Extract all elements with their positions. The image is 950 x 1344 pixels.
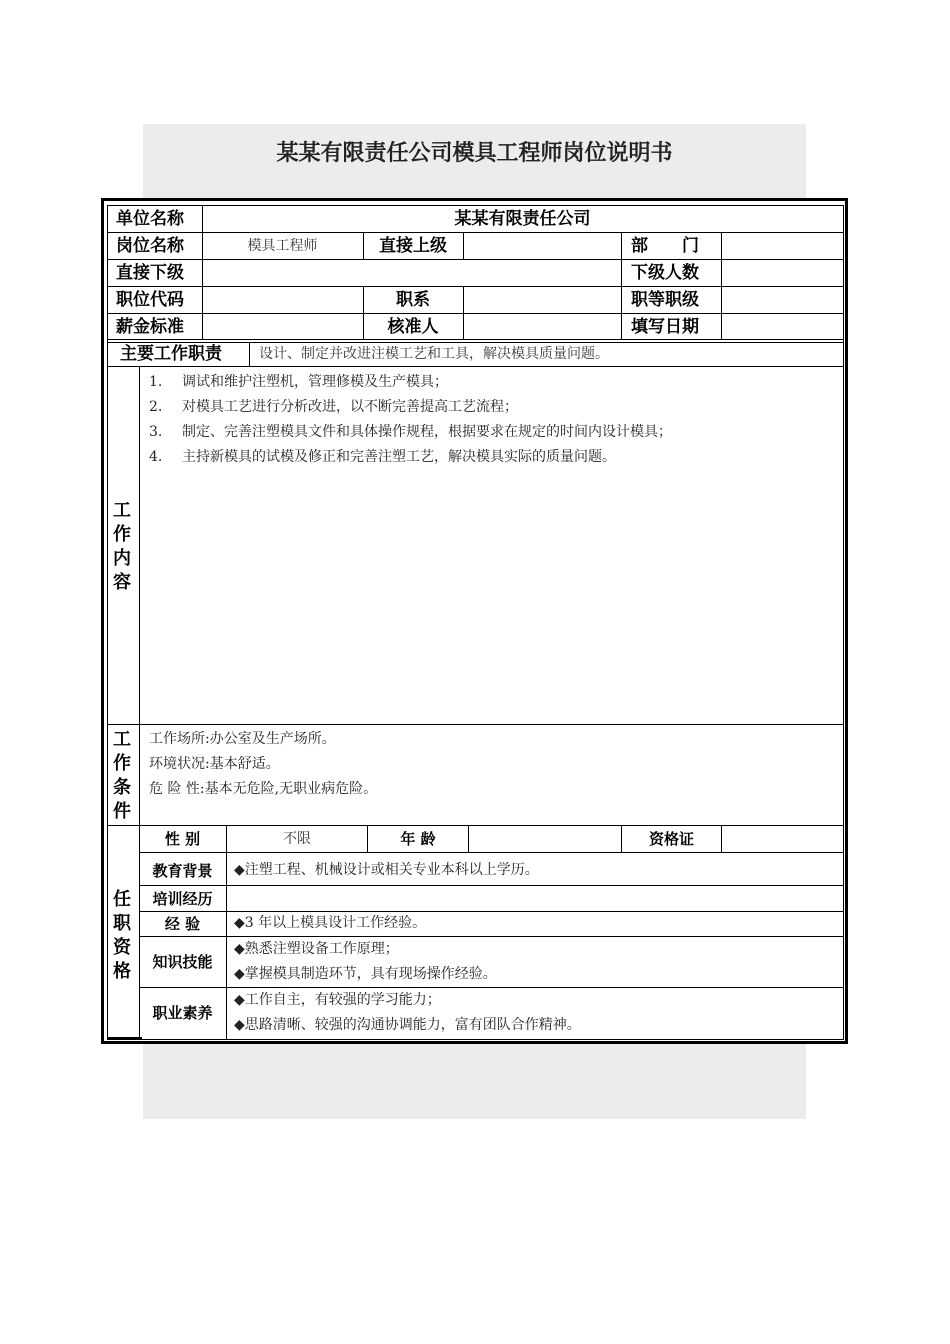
- grade-field[interactable]: [722, 287, 842, 313]
- work-item-2-num: 2.: [149, 399, 163, 415]
- skills-label: 知识技能: [152, 953, 213, 971]
- work-item-2-text: 对模具工艺进行分析改进，以不断完善提高工艺流程；: [182, 399, 518, 415]
- salary-field[interactable]: [203, 314, 362, 339]
- document-title: 某某有限责任公司模具工程师岗位说明书: [276, 141, 673, 166]
- cert-label: 资格证: [648, 830, 694, 848]
- main-duty-label: 主要工作职责: [120, 344, 222, 364]
- education-text: ◆注塑工程、机械设计或相关专业本科以上学历。: [234, 862, 539, 878]
- work-item-3-text: 制定、完善注塑模具文件和具体操作规程，根据要求在规定的时间内设计模具；: [182, 424, 672, 440]
- salary-label: 薪金标准: [116, 317, 184, 337]
- experience-label: 经 验: [164, 915, 201, 933]
- work-item-4-text: 主持新模具的试模及修正和完善注塑工艺，解决模具实际的质量问题。: [182, 449, 616, 465]
- subordinate-count-field[interactable]: [722, 260, 842, 286]
- direct-subordinate-label: 直接下级: [116, 263, 184, 283]
- work-conditions-label: 工作条件: [113, 729, 131, 822]
- job-family-label: 职系: [396, 290, 430, 310]
- position-code-label: 职位代码: [116, 290, 184, 310]
- approver-field[interactable]: [464, 314, 621, 339]
- direct-superior-label: 直接上级: [379, 236, 447, 256]
- position-name-value: 模具工程师: [247, 238, 318, 254]
- quality-line-1: ◆工作自主，有较强的学习能力；: [234, 992, 441, 1008]
- work-content-label: 工作内容: [113, 500, 131, 593]
- job-family-field[interactable]: [464, 287, 621, 313]
- direct-subordinate-field[interactable]: [203, 260, 620, 286]
- department-label: 部 门: [631, 236, 699, 256]
- quality-line-2: ◆思路清晰、较强的沟通协调能力，富有团队合作精神。: [234, 1017, 581, 1033]
- experience-text: ◆3 年以上模具设计工作经验。: [234, 915, 427, 931]
- age-field[interactable]: [469, 826, 621, 852]
- fill-date-label: 填写日期: [631, 317, 699, 337]
- unit-name-label: 单位名称: [116, 209, 184, 229]
- work-condition-line-2: 环境状况:基本舒适。: [149, 756, 280, 772]
- skills-line-2: ◆掌握模具制造环节，具有现场操作经验。: [234, 966, 497, 982]
- training-label: 培训经历: [152, 890, 213, 908]
- work-item-1-text: 调试和维护注塑机，管理修模及生产模具；: [182, 374, 448, 390]
- grade-label: 职等职级: [631, 290, 699, 310]
- work-item-4-num: 4.: [149, 449, 163, 465]
- job-description-form: [101, 198, 848, 1044]
- age-label: 年 龄: [400, 830, 436, 848]
- gender-label: 性 别: [164, 830, 201, 848]
- main-duty-text: 设计、制定并改进注模工艺和工具，解决模具质量问题。: [259, 346, 609, 362]
- work-condition-line-1: 工作场所:办公室及生产场所。: [149, 731, 336, 747]
- education-label: 教育背景: [152, 862, 213, 880]
- gender-value: 不限: [283, 831, 311, 847]
- approver-label: 核准人: [387, 317, 439, 337]
- work-condition-line-3: 危 险 性:基本无危险,无职业病危险。: [149, 781, 378, 797]
- direct-superior-field[interactable]: [464, 233, 621, 259]
- unit-name-value: 某某有限责任公司: [454, 209, 591, 229]
- cert-field[interactable]: [722, 826, 842, 852]
- skills-line-1: ◆熟悉注塑设备工作原理；: [234, 941, 399, 957]
- fill-date-field[interactable]: [722, 314, 842, 339]
- subordinate-count-label: 下级人数: [631, 263, 699, 283]
- department-field[interactable]: [722, 233, 842, 259]
- quality-label: 职业素养: [152, 1004, 213, 1022]
- position-code-field[interactable]: [203, 287, 362, 313]
- position-name-label: 岗位名称: [116, 236, 184, 256]
- training-field[interactable]: [227, 886, 842, 911]
- work-item-1-num: 1.: [149, 374, 163, 390]
- qualifications-label: 任职资格: [113, 889, 131, 982]
- work-item-3-num: 3.: [149, 424, 163, 440]
